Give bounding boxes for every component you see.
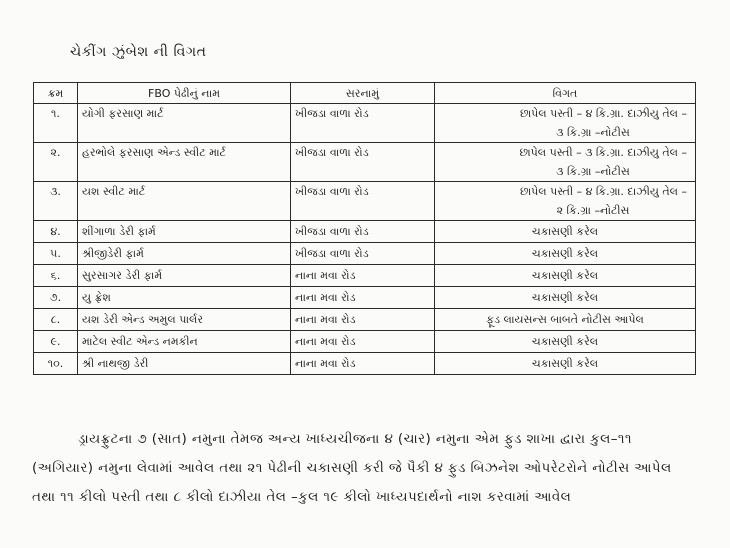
detail-cell: ચકાસણી કરેલ — [435, 287, 696, 309]
fbo-name-cell: સુરસાગર ડેરી ફાર્મ — [78, 265, 291, 287]
fbo-name-cell: શ્રીજીડેરી ફાર્મ — [78, 243, 291, 265]
table-row — [34, 309, 696, 331]
address-cell: નાના મવા રોડ — [291, 265, 435, 287]
summary-text: ડ્રાયફ્રુટના ૭ (સાત) નમુના તેમજ અન્ય ખાધ્યચીજના ૪ (ચાર) નમુના એમ ફુડ શાખા દ્વારા કુલ–૧૧ (અગિયાર) નમુના લેવામાં આવેલ તથા ૨૧ પેઢીની ચકાસણી કરી જે પૈકી ૪ ફુડ બિઝનેશ ઓપરેટરોને નોટીસ આપેલ તથા ૧૧ કીલો પસ્તી તથા ૮ કીલો દાઝીયા તેલ –કુલ ૧૯ કીલો ખાધ્યપદાર્થનો નાશ કરવામાં આવેલ — [32, 431, 672, 505]
address-cell: ખીજડા વાળા રોડ — [291, 104, 435, 143]
fbo-name-cell: યોગી ફરસાણ માર્ટ — [78, 104, 291, 143]
table-header-row — [34, 83, 696, 104]
address-cell: ખીજડા વાળા રોડ — [291, 243, 435, 265]
fbo-name-cell: યશ ડેરી એન્ડ અમુલ પાર્લર — [78, 309, 291, 331]
table-row — [34, 243, 696, 265]
fbo-name-cell: શીંગાળા ડેરી ફાર્મ — [78, 221, 291, 243]
detail-line-2: ૩ કિ.ગ્રા –નોટીસ — [556, 126, 630, 139]
detail-line-2: ૩ કિ.ગ્રા –નોટીસ — [556, 165, 630, 178]
serial-cell: ૪. — [34, 221, 78, 243]
fbo-name-cell: શ્રી નાથજી ડેરી — [78, 353, 291, 375]
serial-cell: ૯. — [34, 331, 78, 353]
checking-table — [33, 82, 696, 375]
summary-paragraph — [32, 425, 692, 512]
detail-line-1: છાપેલ પસ્તી – ૪ કિ.ગ્રા. દાઝીયુ તેલ – — [519, 107, 687, 120]
fbo-name-cell: માટેલ સ્વીટ એન્ડ નમકીન — [78, 331, 291, 353]
address-cell: નાના મવા રોડ — [291, 287, 435, 309]
detail-cell — [435, 182, 696, 221]
detail-cell: ચકાસણી કરેલ — [435, 265, 696, 287]
address-cell: નાના મવા રોડ — [291, 353, 435, 375]
fbo-name-cell: યશ સ્વીટ માર્ટ — [78, 182, 291, 221]
table-row — [34, 353, 696, 375]
table-row — [34, 331, 696, 353]
detail-cell: ચકાસણી કરેલ — [435, 353, 696, 375]
page-title: ચેકીંગ ઝુંબેશ ની વિગત — [70, 44, 207, 60]
serial-cell: ૬. — [34, 265, 78, 287]
detail-cell: ચકાસણી કરેલ — [435, 243, 696, 265]
address-cell: ખીજડા વાળા રોડ — [291, 143, 435, 182]
detail-line-1: છાપેલ પસ્તી – ૩ કિ.ગ્રા. દાઝીયુ તેલ – — [519, 146, 687, 159]
table-row — [34, 104, 696, 143]
header-fbo-name: FBO પેઢીનું નામ — [78, 83, 291, 104]
address-cell: નાના મવા રોડ — [291, 331, 435, 353]
detail-cell: ફૂડ લાયસન્સ બાબતે નોટીસ આપેલ — [435, 309, 696, 331]
header-detail: વિગત — [435, 83, 696, 104]
detail-line-1: છાપેલ પસ્તી – ૪ કિ.ગ્રા. દાઝીયુ તેલ – — [519, 185, 687, 198]
table-row — [34, 221, 696, 243]
fbo-name-cell: હરભોલે ફરસાણ એન્ડ સ્વીટ માર્ટ — [78, 143, 291, 182]
table-row — [34, 182, 696, 221]
serial-cell: ૩. — [34, 182, 78, 221]
detail-cell: ચકાસણી કરેલ — [435, 221, 696, 243]
serial-cell: ૨. — [34, 143, 78, 182]
header-serial: ક્રમ — [34, 83, 78, 104]
detail-cell — [435, 143, 696, 182]
serial-cell: ૭. — [34, 287, 78, 309]
serial-cell: ૧. — [34, 104, 78, 143]
table-row — [34, 265, 696, 287]
detail-cell: ચકાસણી કરેલ — [435, 331, 696, 353]
serial-cell: ૧૦. — [34, 353, 78, 375]
address-cell: નાના મવા રોડ — [291, 309, 435, 331]
detail-line-2: ૨ કિ.ગ્રા –નોટીસ — [556, 204, 630, 217]
header-address: સરનામું — [291, 83, 435, 104]
serial-cell: ૮. — [34, 309, 78, 331]
table-row — [34, 287, 696, 309]
table-row — [34, 143, 696, 182]
fbo-name-cell: યુ ફ્રેશ — [78, 287, 291, 309]
serial-cell: ૫. — [34, 243, 78, 265]
address-cell: ખીજડા વાળા રોડ — [291, 182, 435, 221]
detail-cell — [435, 104, 696, 143]
address-cell: ખીજડા વાળા રોડ — [291, 221, 435, 243]
